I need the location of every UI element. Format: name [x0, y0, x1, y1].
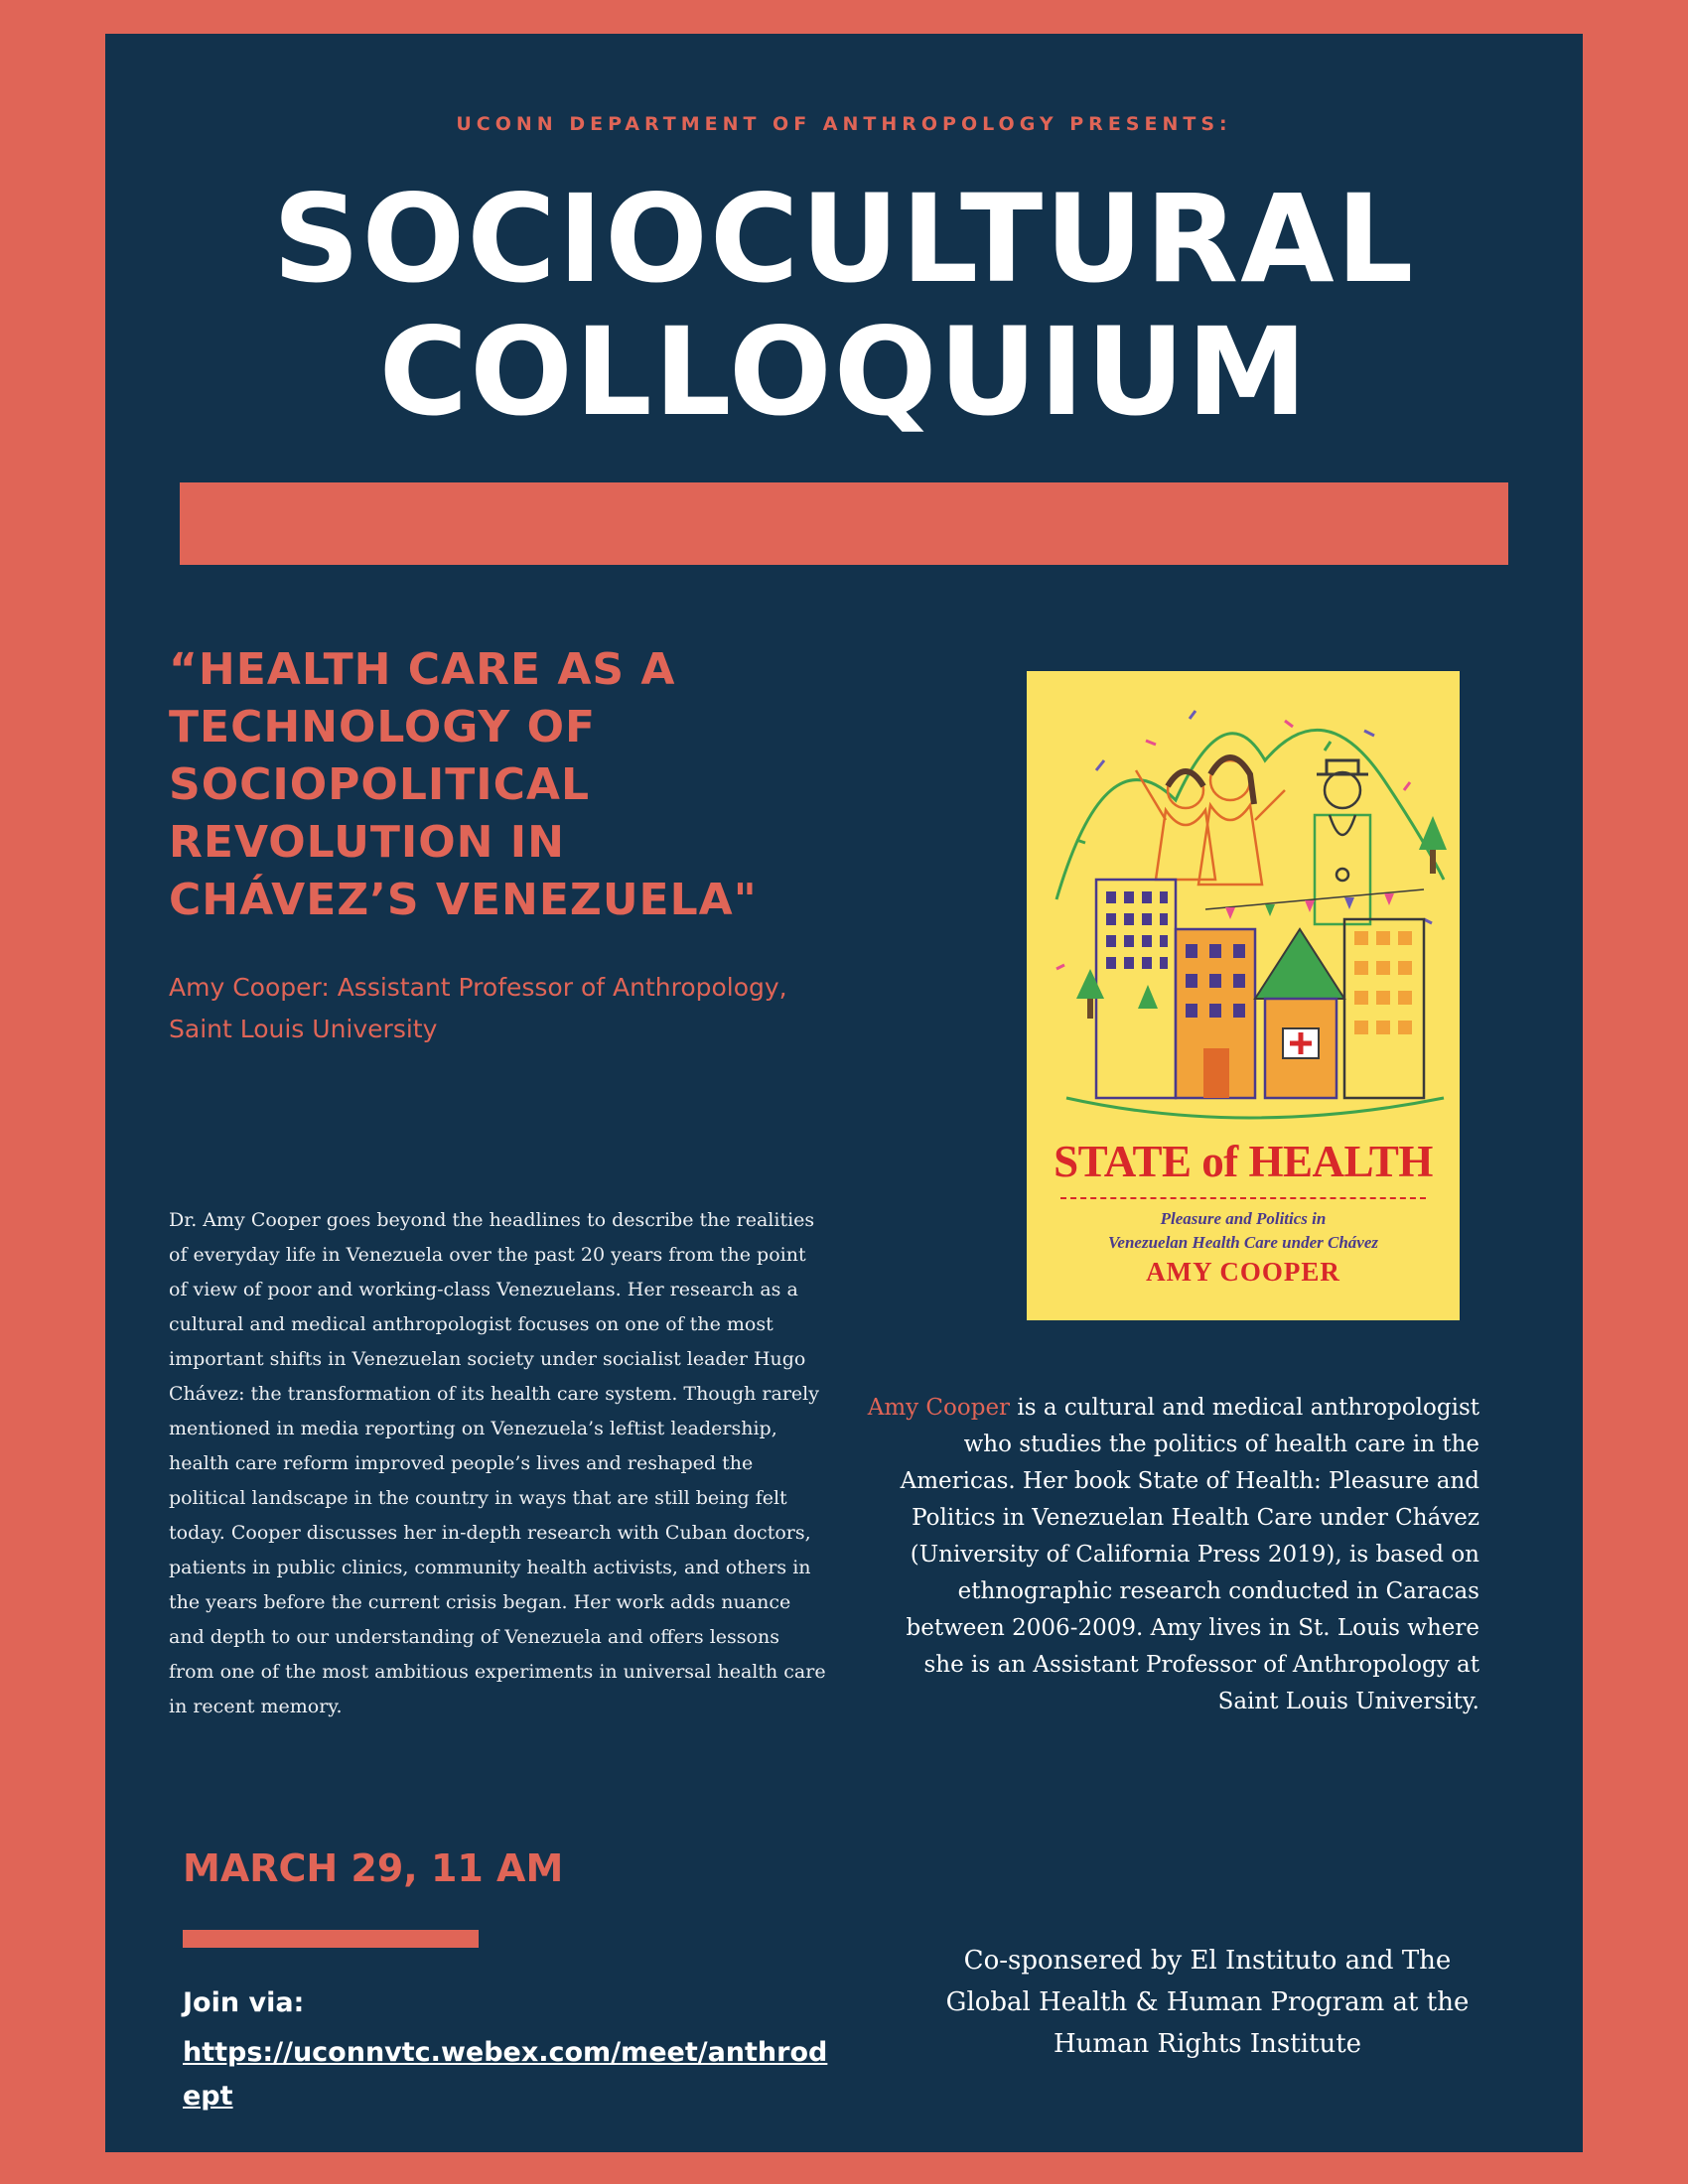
cosponsor-line-1: Co-sponsered by El Instituto and The — [963, 1946, 1452, 1976]
title-line-1: SOCIOCULTURAL — [272, 169, 1416, 310]
event-date: MARCH 29, 11 AM — [183, 1846, 564, 1890]
poster-panel — [105, 34, 1583, 2152]
cosponsor-note — [929, 1940, 1485, 2065]
presenter-kicker: UCONN DEPARTMENT OF ANTHROPOLOGY PRESENTS: — [456, 113, 1232, 135]
date-underline-bar — [183, 1930, 479, 1948]
page-title — [105, 169, 1583, 443]
book-title-rule — [1060, 1197, 1426, 1199]
join-label: Join via: — [183, 1987, 305, 2018]
bio-text: is a cultural and medical anthropologist who studies the politics of health care in the Americas. Her book State of Health: Pleasure and Politics in Venezuelan Health Care under Chávez (University of California Press 2019), is based on ethnographic research conducted in Caracas between 2006-2009. Amy lives in St. Louis where she is an Assistant Professor of Anthropology at Saint Louis University. — [900, 1395, 1479, 1714]
bio-speaker-name: Amy Cooper — [867, 1395, 1011, 1421]
book-subtitle-line-2: Venezuelan Health Care under Chávez — [1107, 1233, 1379, 1252]
book-title: STATE of HEALTH — [1054, 1137, 1433, 1186]
cosponsor-line-3: Human Rights Institute — [1053, 2029, 1362, 2059]
cosponsor-line-2: Global Health & Human Program at the — [945, 1987, 1470, 2017]
book-subtitle-line-1: Pleasure and Politics in — [1160, 1209, 1327, 1228]
book-cover-illustration — [1027, 671, 1460, 1138]
book-author: AMY COOPER — [1146, 1257, 1340, 1287]
talk-title: “HEALTH CARE AS A TECHNOLOGY OF SOCIOPOLITICAL REVOLUTION IN CHÁVEZ’S VENEZUELA" — [169, 644, 758, 925]
divider-bar — [180, 482, 1508, 565]
speaker-line: Amy Cooper: Assistant Professor of Anthropology, Saint Louis University — [169, 973, 787, 1043]
webex-link[interactable]: https://uconnvtc.webex.com/meet/anthrodept — [183, 2037, 828, 2112]
talk-abstract: Dr. Amy Cooper goes beyond the headlines to describe the realities of everyday life in Venezuela over the past 20 years from the point of view of poor and working-class Venezuelans. Her research as a cultural and medical anthropologist focuses on one of the most important shifts in Venezuelan society under socialist leader Hugo Chávez: the transformation of its health care system. Though rarely mentioned in media reporting on Venezuela’s leftist leadership, health care reform improved people’s lives and reshaped the political landscape in the country in ways that are still being felt today. Cooper discusses her in-depth research with Cuban doctors, patients in public clinics, community health activists, and others in the years before the current crisis began. Her work adds nuance and depth to our understanding of Venezuela and offers lessons from one of the most ambitious experiments in universal health care in recent memory. — [169, 1209, 826, 1717]
speaker-bio — [860, 1390, 1479, 1720]
book-cover-image — [1027, 671, 1460, 1320]
book-subtitle — [1037, 1207, 1450, 1255]
title-line-2: COLLOQUIUM — [378, 302, 1310, 443]
